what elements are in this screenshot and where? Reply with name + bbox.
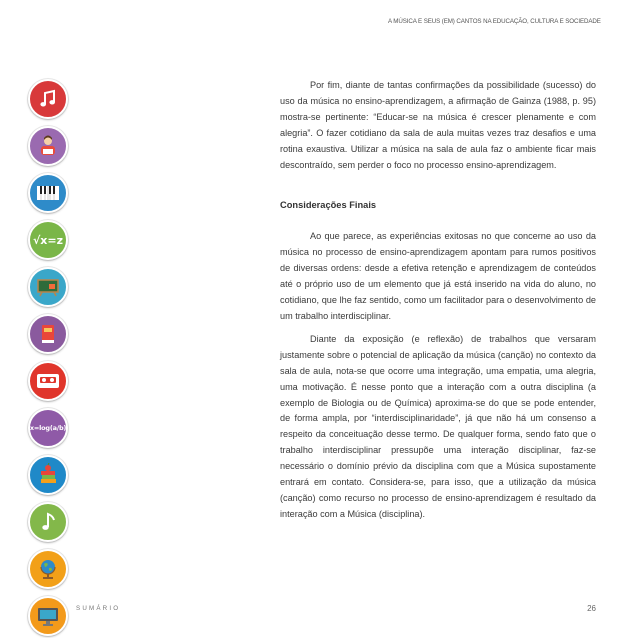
eighth-note-icon[interactable] [28, 502, 68, 542]
teacher-icon[interactable] [28, 126, 68, 166]
log-formula-icon[interactable] [28, 408, 68, 448]
summary-link[interactable]: SUMÁRIO [76, 605, 121, 612]
log-formula-label: x=log(a/b) [29, 424, 67, 432]
paragraph-3: Diante da exposição (e reflexão) de trabalhos que versaram justamente sobre o potencial de aplicação da música (canção) no contexto da sala de aula, nota-se que ocorre uma integração, uma empatia, uma alegria, uma motivação. É nesse ponto que a interação com a outra disciplina (a exemplo de Biologia ou de Química) aproxima-se do que se pode entender, de forma ampla, por “interdisciplinaridade”, já que não há um consenso a respeito da conceituação desse termo. De qualquer forma, sendo fato que o trabalho interdisciplinar pressupõe uma interação disciplinar, faz-se necessário o domínio prévio da disciplina com que a Música supostamente entrará em contato. Considera-se, para isso, que a utilização da música (canção) como recurso no processo de ensino-aprendizagem é resultado da interação com a Música (disciplina). [280, 333, 596, 519]
music-note-icon[interactable] [28, 79, 68, 119]
book-icon[interactable] [28, 314, 68, 354]
paragraph-2: Ao que parece, as experiências exitosas no que concerne ao uso da música no processo de ensino-aprendizagem apontam para rumos positivos de diversas ordens: desde a efetiva retenção e aprendizagem de conteúdos até o próprio uso de um elemento que já está inserido na vida do aluno, no cotidiano, que lhe faz sentido, como um facilitador para o desenvolvimento de um trabalho interdisciplinar. [280, 231, 596, 321]
main-text [280, 78, 596, 523]
chalkboard-icon[interactable] [28, 267, 68, 307]
math-root-icon[interactable] [28, 220, 68, 260]
computer-monitor-icon[interactable] [28, 596, 68, 636]
running-head: A MÚSICA E SEUS (EM) CANTOS NA EDUCAÇÃO, CULTURA E SOCIEDADE [388, 18, 601, 25]
math-root-label: √x=z [32, 233, 64, 247]
paragraph-1: Por fim, diante de tantas confirmações da possibilidade (sucesso) do uso da música no ensino-aprendizagem, a afirmação de Gainza (1988, p. 95) mostra-se pertinente: “Educar-se na música é crescer plenamente e com alegria”. O fazer cotidiano da sala de aula muitas vezes traz desafios e uma rotina exaustiva. Utilizar a música na sala de aula faz o ambiente ficar mais descontraído, sem perder o foco no processo ensino-aprendizagem. [280, 80, 596, 170]
page-number: 26 [587, 604, 596, 613]
books-apple-icon[interactable] [28, 455, 68, 495]
piano-keys-icon[interactable] [28, 173, 68, 213]
globe-icon[interactable] [28, 549, 68, 589]
section-title: Considerações Finais [280, 200, 377, 211]
cassette-icon[interactable] [28, 361, 68, 401]
